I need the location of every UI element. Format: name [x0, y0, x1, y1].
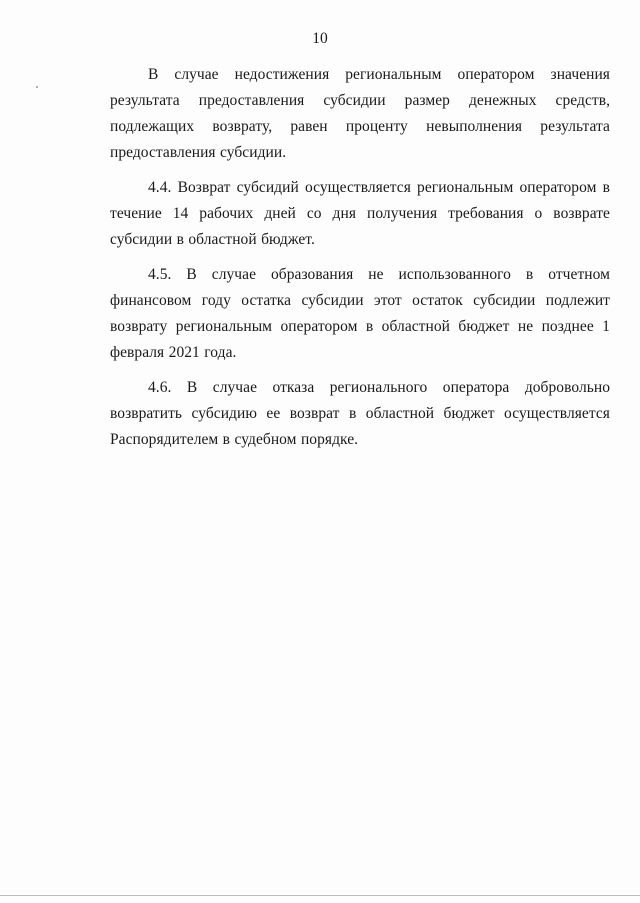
- paragraph-4-5: 4.5. В случае образования не использованного в отчетном финансовом году остатка субсидии этот остаток субсидии подлежит возврату региональным оператором в областной бюджет не позднее 1 февраля 2021 года.: [110, 266, 610, 361]
- paragraph-result-shortfall: В случае недостижения региональным оператором значения результата предоставления субсидии размер денежных средств, подлежащих возврату, равен проценту невыполнения результата предоставления субсидии.: [110, 66, 610, 161]
- paragraph-4-6: 4.6. В случае отказа регионального оператора добровольно возвратить субсидию ее возврат в областной бюджет осуществляется Распорядителем в судебном порядке.: [110, 379, 610, 448]
- scan-bottom-edge: [0, 895, 640, 896]
- paragraph-4-4: 4.4. Возврат субсидий осуществляется региональным оператором в течение 14 рабочих дней со дня получения требования о возврате субсидии в областной бюджет.: [110, 179, 610, 248]
- page-number: 10: [312, 30, 328, 47]
- scan-speck: [36, 86, 38, 88]
- document-body: [110, 62, 610, 462]
